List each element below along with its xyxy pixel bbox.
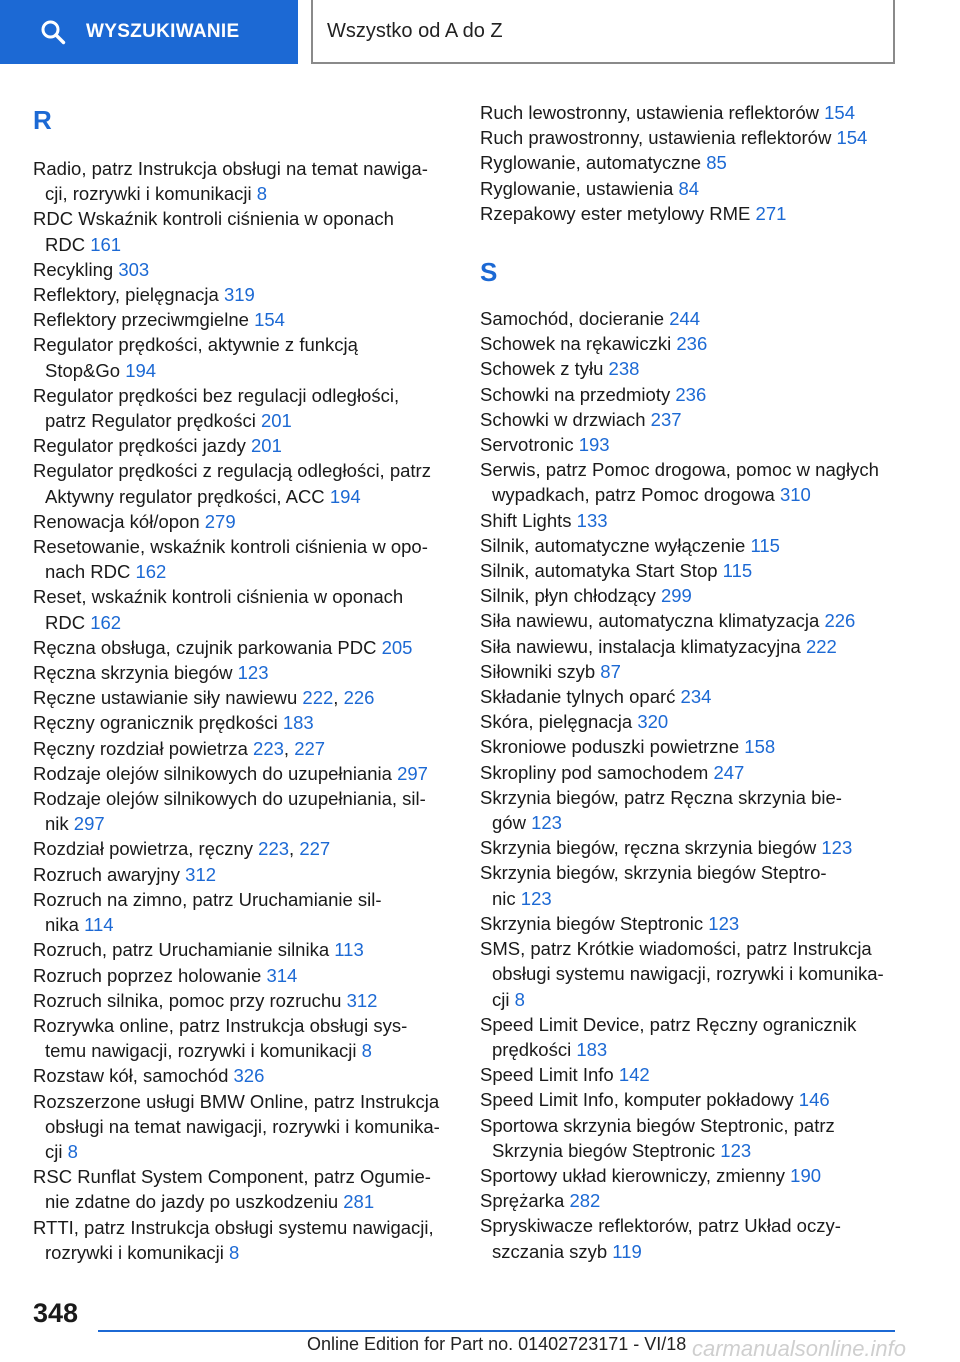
index-entry-text: Rodzaje olejów silnikowych do uzupełniania, sil- nik <box>33 788 426 835</box>
index-entry <box>480 936 910 1012</box>
index-entry <box>480 1012 910 1062</box>
index-entry <box>480 100 910 125</box>
page-reference-link[interactable]: 115 <box>722 560 753 582</box>
index-entry <box>33 761 453 786</box>
index-entry <box>33 862 453 887</box>
index-entry <box>480 659 910 684</box>
index-entry-text: Silnik, automatyka Start Stop <box>480 560 718 582</box>
index-entry-text: RTTI, patrz Instrukcja obsługi systemu nawigacji, rozrywki i komunikacji <box>33 1216 434 1263</box>
page-reference-link[interactable]: 162 <box>90 611 122 633</box>
page-reference-link[interactable]: 326 <box>233 1065 265 1087</box>
index-entry <box>33 710 453 735</box>
page-reference-link[interactable]: 319 <box>223 284 255 306</box>
index-entry-text: Reflektory przeciwmgielne <box>33 309 249 331</box>
index-entry <box>33 257 453 282</box>
index-entry-text: Shift Lights <box>480 509 572 531</box>
index-entry-text: Radio, patrz Instrukcja obsługi na temat nawiga- cji, rozrywki i komunikacji <box>33 158 428 205</box>
index-entry <box>480 860 910 910</box>
index-entry <box>480 331 910 356</box>
index-entry <box>480 125 910 150</box>
index-entry-text: Skropliny pod samochodem <box>480 761 709 783</box>
page-reference-link[interactable]: 227 <box>294 737 326 759</box>
page-reference-link[interactable]: 226 <box>824 610 856 632</box>
page-reference-link[interactable]: 234 <box>680 686 712 708</box>
index-entry-text: Rozruch awaryjny <box>33 863 181 885</box>
index-entry <box>480 1113 910 1163</box>
index-entry <box>480 734 910 759</box>
index-entry <box>480 634 910 659</box>
index-entry <box>33 1164 453 1214</box>
index-entry-text: Sportowy układ kierowniczy, zmienny <box>480 1164 786 1186</box>
watermark: carmanualsonline.info <box>692 1336 907 1361</box>
index-letter-s: S <box>480 257 498 288</box>
index-entry-text: Skrzynia biegów, ręczna skrzynia biegów <box>480 837 817 859</box>
page-reference-link[interactable]: 8 <box>514 988 525 1010</box>
index-entry <box>33 937 453 962</box>
page-reference-link[interactable]: 299 <box>660 585 692 607</box>
page-reference-link[interactable]: 223 <box>258 838 290 860</box>
page-reference-link[interactable]: 282 <box>569 1190 601 1212</box>
index-entry-text: Siłowniki szyb <box>480 660 596 682</box>
index-entry-text: Skrzynia biegów, skrzynia biegów Steptro- nic <box>480 862 827 909</box>
index-entry-text: Siła nawiewu, instalacja klimatyzacyjna <box>480 635 801 657</box>
page-reference-link[interactable]: 236 <box>676 333 708 355</box>
index-entry <box>33 332 453 382</box>
search-icon <box>40 19 66 45</box>
page-reference-link[interactable]: 190 <box>790 1164 822 1186</box>
page-reference-link[interactable]: 113 <box>334 939 364 961</box>
index-entry-text: Skrzynia biegów, patrz Ręczna skrzynia bie- gów <box>480 786 842 834</box>
index-entry-text: Ręczny ogranicznik prędkości <box>33 712 278 734</box>
page-reference-link[interactable]: 154 <box>254 309 285 331</box>
index-entry <box>33 660 453 685</box>
page-reference-link[interactable]: 193 <box>578 434 610 456</box>
index-entry-text: Silnik, płyn chłodzący <box>480 585 656 607</box>
index-entry <box>480 1213 910 1263</box>
page-reference-link[interactable]: 162 <box>135 561 167 583</box>
page-reference-link[interactable]: 123 <box>531 812 562 834</box>
page-reference-link[interactable]: 142 <box>618 1064 650 1086</box>
index-entry <box>480 684 910 709</box>
page-reference-link[interactable]: 194 <box>329 485 361 507</box>
index-entry <box>33 206 453 256</box>
page-reference-link[interactable]: 194 <box>125 359 157 381</box>
index-entry <box>480 709 910 734</box>
page-reference-link[interactable]: 8 <box>361 1040 372 1062</box>
index-entry-text: Regulator prędkości jazdy <box>33 435 246 457</box>
page-reference-link[interactable]: 238 <box>608 358 640 380</box>
index-entry <box>480 150 910 175</box>
page-reference-link[interactable]: 154 <box>836 127 868 149</box>
page-reference-link[interactable]: 247 <box>713 761 745 783</box>
page-reference-link[interactable]: 312 <box>346 989 378 1011</box>
index-entry <box>480 1188 910 1213</box>
index-letter-r: R <box>33 105 52 135</box>
index-entry-text: Speed Limit Info, komputer pokładowy <box>480 1089 794 1111</box>
index-entry-text: RDC Wskaźnik kontroli ciśnienia w oponach RDC <box>33 208 394 255</box>
index-entry <box>480 432 910 457</box>
index-entry <box>480 306 910 331</box>
page-reference-link[interactable]: 183 <box>576 1038 608 1060</box>
index-entry-text: Skóra, pielęgnacja <box>480 711 633 733</box>
page-reference-link[interactable]: 223 <box>253 737 284 759</box>
page-reference-link[interactable]: 271 <box>755 202 787 224</box>
page-reference-link[interactable]: 123 <box>720 1139 752 1161</box>
index-entry-text: RSC Runflat System Component, patrz Ogumie- nie zdatne do jazdy po uszkodzeniu <box>33 1166 431 1213</box>
index-entry-text: Schowki w drzwiach <box>480 408 646 430</box>
index-entry-text: Schowki na przedmioty <box>480 383 671 405</box>
index-entry-text: Regulator prędkości, aktywnie z funkcją Stop&Go <box>33 334 358 381</box>
index-entry <box>480 608 910 633</box>
index-entry-text: Rzepakowy ester metylowy RME <box>480 202 751 224</box>
page-reference-link[interactable]: 84 <box>678 177 700 199</box>
index-entry-text: Speed Limit Info <box>480 1064 614 1086</box>
index-entry-text: Speed Limit Device, patrz Ręczny ogranicznik prędkości <box>480 1013 857 1060</box>
index-entry <box>480 533 910 558</box>
index-entry <box>33 1063 453 1088</box>
index-entry-text: Skrzynia biegów Steptronic <box>480 912 704 934</box>
index-entry-text: SMS, patrz Krótkie wiadomości, patrz Instrukcja obsługi systemu nawigacji, rozrywki i komunika- cji <box>480 938 884 1010</box>
page-reference-link[interactable]: 312 <box>185 863 217 885</box>
index-entry-text: Ręczna obsługa, czujnik parkowania PDC <box>33 636 377 658</box>
index-entry-text: Servotronic <box>480 434 574 456</box>
index-entry <box>480 1062 910 1087</box>
index-entry <box>33 1013 453 1063</box>
search-tab-label: WYSZUKIWANIE <box>86 21 240 42</box>
page-reference-link[interactable]: 201 <box>260 410 292 432</box>
index-entry <box>480 407 910 432</box>
index-entry <box>33 433 453 458</box>
index-entry-text: Reflektory, pielęgnacja <box>33 284 219 306</box>
page-reference-link[interactable]: 8 <box>67 1140 78 1162</box>
index-entry <box>33 1215 453 1265</box>
page-reference-link[interactable]: 123 <box>821 837 853 859</box>
page-reference-link[interactable]: 133 <box>576 509 608 531</box>
page-reference-link[interactable]: 303 <box>118 258 150 280</box>
index-entry <box>480 176 910 201</box>
footer-divider <box>98 1330 895 1332</box>
index-entry-text: Recykling <box>33 258 114 280</box>
page-reference-link[interactable]: 161 <box>90 233 122 255</box>
index-entry-text: Regulator prędkości bez regulacji odległości, patrz Regulator prędkości <box>33 384 400 432</box>
index-entry <box>33 458 453 508</box>
index-entry-text: Rozruch, patrz Uruchamianie silnika <box>33 939 330 961</box>
page-reference-link[interactable]: 183 <box>282 712 314 734</box>
index-entry: Ręczny rozdział powietrza 223, 227 <box>33 737 326 759</box>
search-tab[interactable] <box>0 0 298 64</box>
index-list-r-continued <box>480 100 910 226</box>
page-reference-link[interactable]: 310 <box>779 484 811 506</box>
page-reference-link[interactable]: 281 <box>343 1191 375 1213</box>
index-entry-text: Regulator prędkości z regulacją odległości, patrz Aktywny regulator prędkości, ACC <box>33 460 431 507</box>
index-entry <box>33 887 453 937</box>
index-entry-text: Schowek z tyłu <box>480 358 604 380</box>
page-reference-link[interactable]: 85 <box>706 152 727 174</box>
index-entry-text: Sportowa skrzynia biegów Steptronic, patrz Skrzynia biegów Steptronic <box>480 1114 835 1161</box>
index-entry <box>33 156 453 206</box>
page-reference-link[interactable]: 146 <box>798 1089 830 1111</box>
section-title: Wszystko od A do Z <box>327 19 503 42</box>
index-entry-text: Ruch lewostronny, ustawienia reflektorów <box>480 102 819 123</box>
page-reference-link[interactable]: 8 <box>256 183 268 205</box>
edition-footer: Online Edition for Part no. 01402723171 - VI/18 <box>307 1334 687 1354</box>
page-reference-link[interactable]: 87 <box>600 660 621 682</box>
index-entry-text: Ręczna skrzynia biegów <box>33 662 233 684</box>
index-entry <box>33 963 453 988</box>
index-entry <box>33 383 453 433</box>
index-entry <box>480 835 910 860</box>
index-entry <box>33 307 453 332</box>
page-reference-link[interactable]: 205 <box>381 636 413 658</box>
index-entry-text: Spryskiwacze reflektorów, patrz Układ oczy- szczania szyb <box>480 1215 841 1262</box>
index-entry-text: Rodzaje olejów silnikowych do uzupełniania <box>33 762 392 784</box>
page-reference-link[interactable]: 123 <box>237 662 269 684</box>
index-entry <box>33 282 453 307</box>
index-entry <box>33 635 453 660</box>
index-entry-text: Sprężarka <box>480 1190 565 1212</box>
index-entry-text: Siła nawiewu, automatyczna klimatyzacja <box>480 610 820 632</box>
index-entry <box>480 1087 910 1112</box>
page-reference-link[interactable]: 115 <box>750 534 780 556</box>
index-entry-text: Ręczny rozdział powietrza <box>33 737 248 759</box>
index-entry-text: Ryglowanie, ustawienia <box>480 177 674 199</box>
index-entry-text: Renowacja kół/opon <box>33 510 200 532</box>
index-entry <box>480 583 910 608</box>
page-reference-link[interactable]: 244 <box>669 308 701 330</box>
page-reference-link[interactable]: 297 <box>73 813 105 835</box>
index-entry <box>480 356 910 381</box>
index-column-right <box>480 100 910 1264</box>
index-entry-text: Skroniowe poduszki powietrzne <box>480 736 740 758</box>
index-entry-text: Rozstaw kół, samochód <box>33 1065 229 1087</box>
index-entry <box>480 457 910 507</box>
index-entry <box>480 760 910 785</box>
page-reference-link[interactable]: 123 <box>520 887 552 909</box>
page-reference-link[interactable]: 237 <box>650 408 682 430</box>
index-entry <box>480 201 910 226</box>
index-entry-text: Silnik, automatyczne wyłączenie <box>480 534 746 556</box>
index-entry: Ręczne ustawianie siły nawiewu 222, 226 <box>33 687 375 709</box>
page-reference-link[interactable]: 201 <box>251 435 282 457</box>
page-reference-link[interactable]: 114 <box>84 914 114 936</box>
index-entry-text: Ryglowanie, automatyczne <box>480 152 702 174</box>
index-list-r <box>33 156 453 1265</box>
page-number: 348 <box>33 1298 79 1328</box>
page-reference-link[interactable]: 297 <box>397 762 428 784</box>
index-entry-text: Rozszerzone usługi BMW Online, patrz Instrukcja obsługi na temat nawigacji, rozrywki i komunika- cji <box>33 1090 440 1162</box>
index-entry-text: Samochód, docieranie <box>480 308 665 330</box>
page-reference-link[interactable]: 158 <box>744 736 776 758</box>
page-reference-link[interactable]: 119 <box>612 1240 642 1262</box>
index-entry <box>33 1089 453 1165</box>
index-entry <box>480 785 910 835</box>
index-entry <box>480 911 910 936</box>
index-entry-text: Ruch prawostronny, ustawienia reflektorów <box>480 127 832 149</box>
index-entry <box>33 534 453 584</box>
index-entry-text: Rozdział powietrza, ręczny <box>33 838 254 860</box>
index-entry-text: Rozruch na zimno, patrz Uruchamianie sil- nika <box>33 888 382 936</box>
page-reference-link[interactable]: 236 <box>675 383 707 405</box>
page-reference-link[interactable]: 8 <box>229 1241 240 1263</box>
index-entry <box>33 509 453 534</box>
page-reference-link[interactable]: 320 <box>637 711 669 733</box>
index-entry <box>480 382 910 407</box>
index-entry-text: Rozrywka online, patrz Instrukcja obsługi sys- temu nawigacji, rozrywki i komunikacji <box>33 1014 408 1062</box>
index-entry-text: Schowek na rękawiczki <box>480 333 672 355</box>
index-column-left <box>33 100 453 1265</box>
page-reference-link[interactable]: 227 <box>299 838 331 860</box>
page-reference-link[interactable]: 222 <box>302 687 334 709</box>
page-reference-link[interactable]: 226 <box>343 687 375 709</box>
index-entry <box>33 988 453 1013</box>
page-reference-link[interactable]: 222 <box>805 635 837 657</box>
index-entry <box>33 786 453 836</box>
index-entry-text: Serwis, patrz Pomoc drogowa, pomoc w nagłych wypadkach, patrz Pomoc drogowa <box>480 459 879 506</box>
index-entry <box>480 1163 910 1188</box>
index-list-s <box>480 306 910 1264</box>
index-entry <box>33 584 453 634</box>
page-reference-link[interactable]: 279 <box>204 510 236 532</box>
page-reference-link[interactable]: 314 <box>266 964 298 986</box>
index-entry-text: Ręczne ustawianie siły nawiewu <box>33 687 298 709</box>
page-reference-link[interactable]: 154 <box>824 102 855 123</box>
index-entry-text: Reset, wskaźnik kontroli ciśnienia w oponach RDC <box>33 586 404 633</box>
index-entry: Rozdział powietrza, ręczny 223, 227 <box>33 838 331 860</box>
index-entry <box>480 508 910 533</box>
index-entry <box>480 558 910 583</box>
index-entry-text: Resetowanie, wskaźnik kontroli ciśnienia w opo- nach RDC <box>33 536 428 583</box>
page-reference-link[interactable]: 123 <box>708 912 740 934</box>
section-title-tab <box>311 0 895 64</box>
index-entry-text: Rozruch poprzez holowanie <box>33 964 262 986</box>
index-entry-text: Składanie tylnych oparć <box>480 686 676 708</box>
index-entry-text: Rozruch silnika, pomoc przy rozruchu <box>33 989 342 1011</box>
